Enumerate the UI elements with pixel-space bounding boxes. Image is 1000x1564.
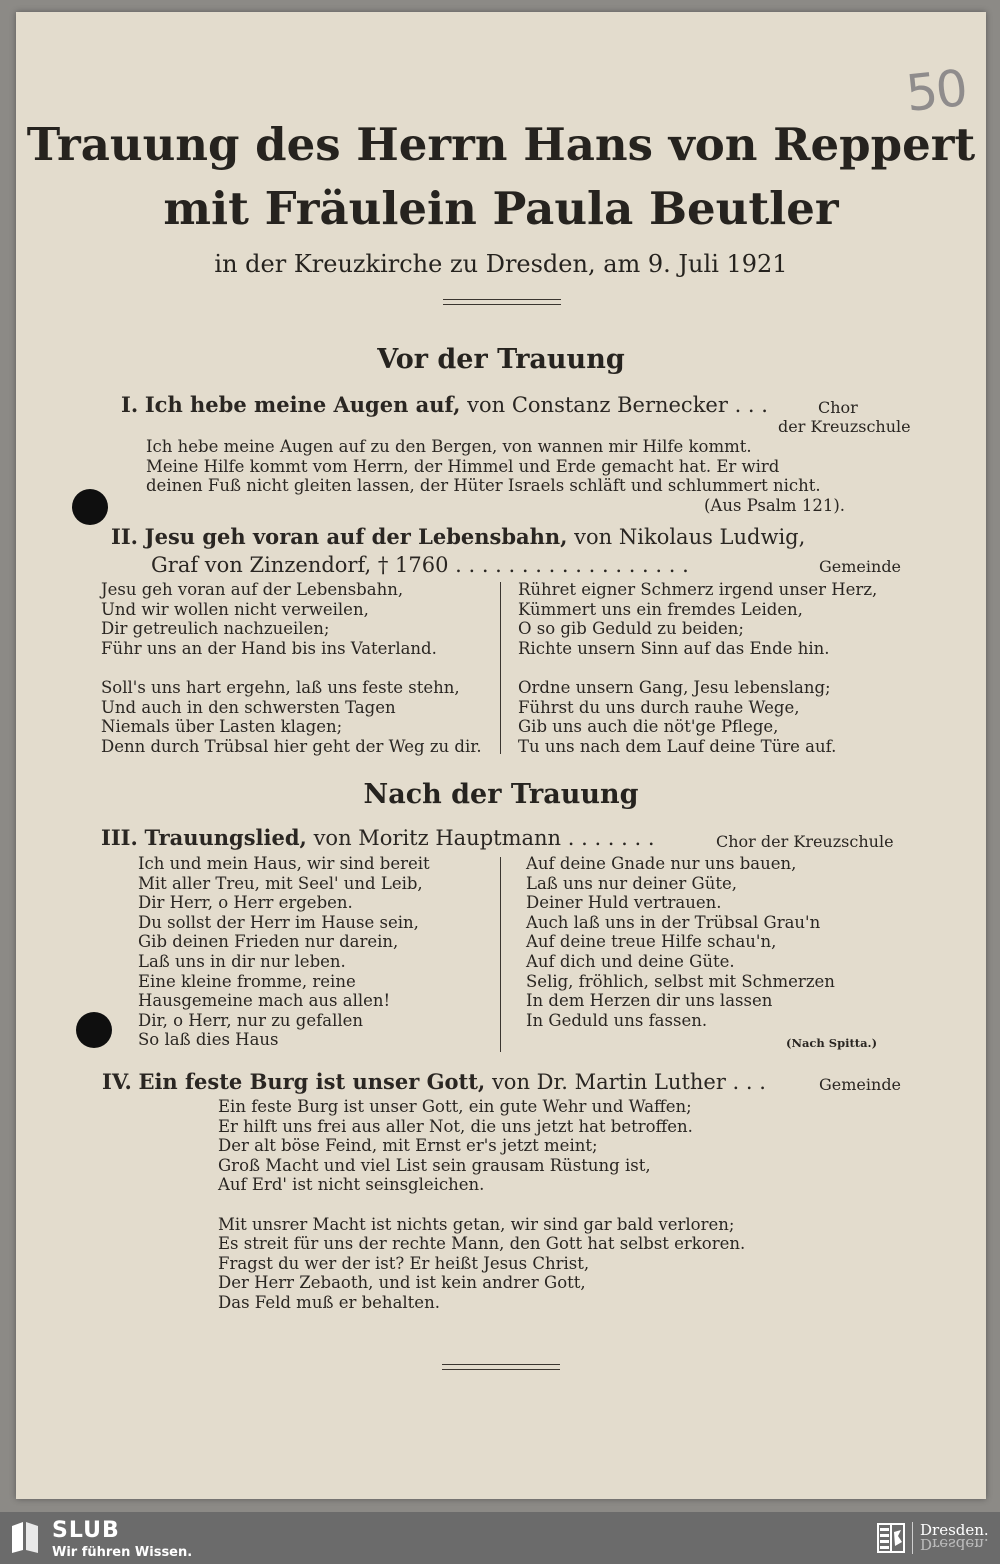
item-2-right-line: Rühret eigner Schmerz irgend unser Herz,	[518, 580, 878, 599]
item-2-column-divider	[500, 582, 501, 754]
item-4-line: Groß Macht und viel List sein grausam Rüstung ist,	[218, 1155, 651, 1175]
item-1-performer-line2: der Kreuzschule	[778, 417, 911, 436]
title-line-1: Trauung des Herrn Hans von Reppert	[26, 118, 976, 171]
slub-book-icon[interactable]	[10, 1520, 40, 1554]
item-4-heading	[102, 1069, 766, 1094]
item-3-column-divider	[500, 857, 501, 1052]
item-2-heading	[111, 524, 805, 549]
item-3-left-line: Du sollst der Herr im Hause sein,	[138, 912, 419, 932]
item-2-right-column	[518, 580, 877, 756]
footer-bar	[0, 1512, 1000, 1564]
item-3-left-line: Dir Herr, o Herr ergeben.	[138, 893, 353, 913]
item-3-left-column	[138, 854, 430, 1050]
item-2-right-line	[518, 658, 877, 678]
item-3-right-column	[526, 854, 835, 1030]
item-3-left-line: Eine kleine fromme, reine	[138, 971, 356, 991]
item-3-composer: von Moritz Hauptmann . . . . . . .	[313, 826, 655, 850]
divider-top	[443, 299, 561, 305]
section-heading-after: Nach der Trauung	[363, 779, 639, 810]
item-1-performer-line1: Chor	[818, 398, 858, 417]
item-4-line: Auf Erd' ist nicht seinsgleichen.	[218, 1175, 485, 1195]
dresden-city-logo[interactable]	[920, 1521, 989, 1553]
item-4-line	[218, 1195, 745, 1215]
item-2-left-line: Soll's uns hart ergehn, laß uns feste stehn,	[101, 677, 460, 697]
item-3-right-line: Deiner Huld vertrauen.	[526, 893, 722, 913]
footer-separator	[912, 1522, 913, 1554]
item-1-line: Ich hebe meine Augen auf zu den Bergen, von wannen mir Hilfe kommt.	[146, 437, 752, 456]
punch-hole-bottom	[76, 1012, 112, 1048]
item-1-title: Ich hebe meine Augen auf,	[144, 392, 461, 417]
item-4-number: IV.	[102, 1069, 132, 1094]
item-3-performer: Chor der Kreuzschule	[716, 832, 894, 851]
item-2-performer: Gemeinde	[819, 557, 902, 576]
item-4-composer: von Dr. Martin Luther . . .	[491, 1070, 766, 1094]
item-1-line: deinen Fuß nicht gleiten lassen, der Hüter Israels schläft und schlummert nicht.	[146, 476, 821, 496]
item-3-left-line: Ich und mein Haus, wir sind bereit	[138, 854, 430, 873]
item-4-line: Der alt böse Feind, mit Ernst er's jetzt meint;	[218, 1136, 598, 1156]
handwritten-page-number: 50	[903, 59, 969, 123]
item-3-right-line: In Geduld uns fassen.	[526, 1010, 708, 1030]
item-3-right-line: Auf deine treue Hilfe schau'n,	[526, 932, 777, 952]
item-1-composer: von Constanz Bernecker . . .	[467, 393, 768, 417]
item-3-right-line: In dem Herzen dir uns lassen	[526, 991, 773, 1011]
item-4-line: Er hilft uns frei aus aller Not, die uns jetzt hat betroffen.	[218, 1116, 693, 1136]
item-3-right-line: Laß uns nur deiner Güte,	[526, 873, 737, 893]
item-2-right-line: O so gib Geduld zu beiden;	[518, 619, 744, 639]
dresden-city-name-reflection: Dresden.	[920, 1535, 989, 1553]
item-3-right-line: Selig, fröhlich, selbst mit Schmerzen	[526, 971, 835, 991]
item-2-left-line: Jesu geh voran auf der Lebensbahn,	[101, 580, 404, 599]
item-2-left-line	[101, 658, 482, 678]
item-4-line: Der Herr Zebaoth, und ist kein andrer Gott,	[218, 1273, 586, 1293]
divider-bottom	[442, 1364, 560, 1370]
item-3-number: III.	[101, 825, 138, 850]
item-3-left-line: Gib deinen Frieden nur darein,	[138, 932, 399, 952]
item-3-left-line: So laß dies Haus	[138, 1030, 279, 1050]
item-2-left-column	[101, 580, 482, 756]
title-line-2: mit Fräulein Paula Beutler	[163, 182, 839, 235]
item-3-right-line: Auf deine Gnade nur uns bauen,	[526, 854, 797, 873]
item-3-left-line: Mit aller Treu, mit Seel' und Leib,	[138, 873, 423, 893]
item-4-text	[218, 1097, 745, 1313]
dresden-coat-of-arms-icon[interactable]	[876, 1522, 906, 1554]
item-2-left-line: Denn durch Trübsal hier geht der Weg zu dir.	[101, 736, 482, 756]
item-2-composer-line2: Graf von Zinzendorf, † 1760 . . . . . . . . . . . . . . . . . .	[151, 553, 689, 577]
item-2-right-line: Ordne unsern Gang, Jesu lebenslang;	[518, 677, 831, 697]
item-1-heading	[121, 392, 768, 417]
item-2-left-line: Führ uns an der Hand bis ins Vaterland.	[101, 638, 437, 658]
item-4-line: Ein feste Burg ist unser Gott, ein gute Wehr und Waffen;	[218, 1097, 692, 1116]
section-heading-before: Vor der Trauung	[377, 344, 625, 375]
item-3-right-line: Auch laß uns in der Trübsal Grau'n	[526, 912, 821, 932]
slub-library-name[interactable]: SLUB	[52, 1518, 120, 1543]
item-2-left-line: Dir getreulich nachzueilen;	[101, 619, 330, 639]
item-2-left-line: Und wir wollen nicht verweilen,	[101, 599, 369, 619]
item-2-left-line: Und auch in den schwersten Tagen	[101, 697, 396, 717]
slub-tagline: Wir führen Wissen.	[52, 1545, 193, 1560]
item-4-line: Fragst du wer der ist? Er heißt Jesus Christ,	[218, 1253, 590, 1273]
item-2-title: Jesu geh voran auf der Lebensbahn,	[144, 524, 568, 549]
item-4-performer: Gemeinde	[819, 1075, 902, 1094]
item-4-line: Mit unsrer Macht ist nichts getan, wir sind gar bald verloren;	[218, 1214, 735, 1234]
item-1-source: (Aus Psalm 121).	[704, 496, 845, 515]
document-page	[16, 12, 986, 1499]
item-3-left-line: Hausgemeine mach aus allen!	[138, 991, 391, 1011]
item-3-right-line: Auf dich und deine Güte.	[526, 951, 735, 971]
item-2-left-line: Niemals über Lasten klagen;	[101, 717, 343, 737]
item-1-line: Meine Hilfe kommt vom Herrn, der Himmel und Erde gemacht hat. Er wird	[146, 456, 780, 476]
item-3-title: Trauungslied,	[144, 825, 307, 850]
subtitle: in der Kreuzkirche zu Dresden, am 9. Juli 1921	[214, 250, 788, 278]
item-1-text	[146, 437, 821, 496]
item-2-right-line: Tu uns nach dem Lauf deine Türe auf.	[518, 736, 837, 756]
item-2-right-line: Führst du uns durch rauhe Wege,	[518, 697, 800, 717]
item-4-line: Das Feld muß er behalten.	[218, 1292, 440, 1312]
item-4-line: Es streit für uns der rechte Mann, den Gott hat selbst erkoren.	[218, 1234, 746, 1254]
punch-hole-top	[72, 489, 108, 525]
item-2-composer: von Nikolaus Ludwig,	[574, 525, 806, 549]
item-4-title: Ein feste Burg ist unser Gott,	[138, 1069, 486, 1094]
item-3-source: (Nach Spitta.)	[786, 1036, 878, 1050]
item-3-heading	[101, 825, 655, 850]
item-3-left-line: Dir, o Herr, nur zu gefallen	[138, 1010, 364, 1030]
dresden-city-name: Dresden.	[920, 1521, 989, 1539]
item-2-right-line: Kümmert uns ein fremdes Leiden,	[518, 599, 803, 619]
item-3-left-line: Laß uns in dir nur leben.	[138, 951, 346, 971]
item-2-right-line: Richte unsern Sinn auf das Ende hin.	[518, 638, 830, 658]
item-1-number: I.	[121, 392, 139, 417]
item-2-right-line: Gib uns auch die nöt'ge Pflege,	[518, 717, 779, 737]
item-2-number: II.	[111, 524, 138, 549]
